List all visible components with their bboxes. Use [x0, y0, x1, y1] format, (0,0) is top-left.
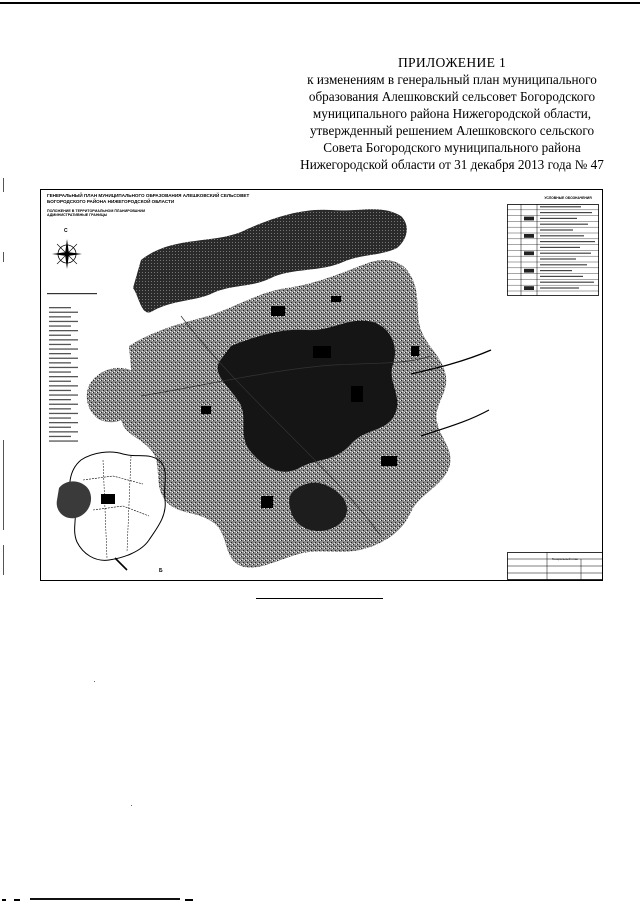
conventions-entry-mark — [540, 253, 591, 254]
conventions-entry-mark — [540, 287, 579, 288]
legend-entry-mark — [49, 404, 78, 405]
legend-entry-mark — [49, 344, 71, 345]
scan-margin-mark — [3, 545, 4, 575]
scan-speck — [131, 805, 132, 806]
scan-edge-noise — [0, 893, 210, 905]
legend-entry-mark — [49, 413, 78, 414]
legend-entry-mark — [49, 436, 71, 437]
legend-entry-mark — [49, 312, 78, 313]
header-line: к изменениям в генеральный план муниципального — [307, 72, 597, 87]
conventions-entry-mark — [540, 235, 584, 236]
settlement-block — [351, 386, 363, 402]
scan-margin-mark — [3, 178, 4, 192]
conventions-symbol — [524, 269, 534, 273]
conventions-entry-mark — [540, 206, 581, 207]
conventions-entry-mark — [540, 218, 577, 219]
conventions-entry-mark — [540, 264, 587, 265]
inset-label: Б — [159, 568, 163, 574]
legend-entry-mark — [49, 362, 71, 363]
conventions-symbol — [524, 251, 534, 255]
conventions-entry-mark — [540, 229, 573, 230]
settlement-block — [313, 346, 331, 358]
conventions-symbol — [524, 234, 534, 238]
scan-margin-mark — [3, 440, 4, 530]
conventions-title: УСЛОВНЫЕ ОБОЗНАЧЕНИЯ — [544, 196, 592, 200]
settlement-block — [261, 496, 273, 508]
scan-margin-mark — [3, 252, 4, 262]
conventions-symbol — [524, 286, 534, 290]
legend-entry-mark — [49, 335, 71, 336]
conventions-table — [507, 204, 599, 296]
legend-entry-mark — [49, 417, 71, 418]
legend-entry-mark — [49, 353, 71, 354]
separator-line — [256, 598, 383, 599]
header-line: утвержденный решением Алешковского сельского — [309, 123, 595, 138]
regional-inset-map — [53, 440, 173, 580]
legend-entry-mark — [49, 321, 78, 322]
settlement-block — [381, 456, 397, 466]
conventions-entry-mark — [540, 224, 588, 225]
scan-speck — [94, 681, 95, 682]
legend-entry-mark — [49, 390, 71, 391]
legend-entry-mark — [49, 427, 71, 428]
conventions-symbol — [524, 217, 534, 221]
legend-entry-mark — [49, 394, 78, 395]
legend-entry-mark — [49, 381, 71, 382]
header-line: образования Алешковский сельсовет Богородского — [308, 89, 596, 104]
legend-entry-mark — [49, 348, 78, 349]
legend-entry-mark — [49, 358, 78, 359]
legend-entry-mark — [49, 376, 78, 377]
map-subtitle-line: ПОЛОЖЕНИЕ В ТЕРРИТОРИАЛЬНОМ ПЛАНИРОВАНИИ — [47, 209, 146, 213]
legend-entry-mark — [49, 371, 71, 372]
map-sheet — [40, 189, 603, 581]
settlement-block — [201, 406, 211, 414]
settlement-block — [271, 306, 285, 316]
legend-entry-mark — [49, 325, 71, 326]
appendix-title: ПРИЛОЖЕНИЕ 1 — [397, 55, 507, 70]
legend-entry-mark — [49, 422, 78, 423]
conventions-entry-mark — [540, 241, 595, 242]
legend-entry-mark — [49, 316, 71, 317]
legend-entry-mark — [49, 408, 71, 409]
legend-entry-mark — [49, 399, 71, 400]
stamp-title: Генеральный план — [551, 557, 579, 561]
map-title-line: БОГОРОДСКОГО РАЙОНА НИЖЕГОРОДСКОЙ ОБЛАСТИ — [47, 198, 175, 204]
conventions-entry-mark — [540, 282, 594, 283]
settlement-block — [411, 346, 419, 356]
legend-entry-mark — [49, 431, 78, 432]
header-line: муниципального района Нижегородской области, — [312, 106, 592, 121]
legend-entry-mark — [49, 330, 78, 331]
conventions-entry-mark — [540, 212, 592, 213]
legend-entry-mark — [49, 307, 71, 308]
conventions-entry-mark — [540, 247, 580, 248]
conventions-entry-mark — [540, 270, 572, 271]
header-line: Нижегородской области от 31 декабря 2013 года № 47 — [300, 157, 604, 172]
legend-entry-mark — [49, 367, 78, 368]
map-title-line: ГЕНЕРАЛЬНЫЙ ПЛАН МУНИЦИПАЛЬНОГО ОБРАЗОВАНИЯ АЛЕШКОВСКИЙ СЕЛЬСОВЕТ — [47, 193, 250, 198]
appendix-header — [272, 54, 632, 173]
compass-rose-icon — [51, 234, 83, 270]
legend-entry-mark — [49, 385, 78, 386]
legend-entry-mark — [49, 339, 78, 340]
compass-north-label: С — [64, 228, 68, 234]
conventions-entry-mark — [540, 276, 583, 277]
top-border-rule — [0, 2, 640, 4]
conventions-entry-mark — [540, 258, 576, 259]
map-subtitle-line: АДМИНИСТРАТИВНЫЕ ГРАНИЦЫ — [47, 213, 108, 218]
header-line: Совета Богородского муниципального района — [323, 140, 581, 155]
settlement-block — [331, 296, 341, 302]
